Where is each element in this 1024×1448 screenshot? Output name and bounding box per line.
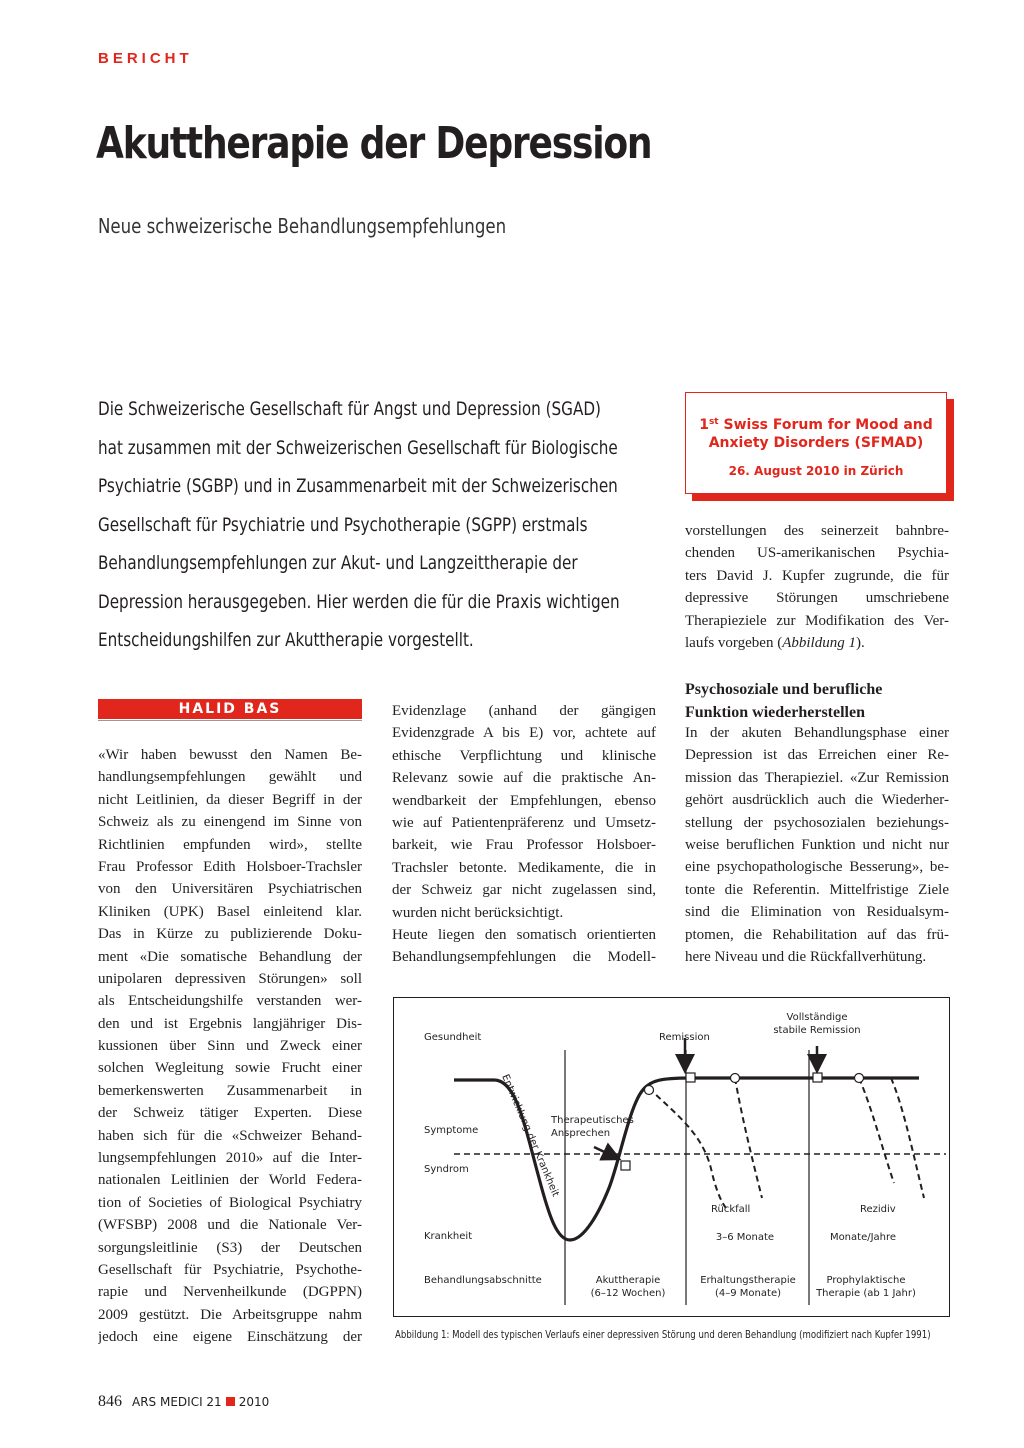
text-line: (WFSBP) 2008 und die Nationale Ver- [98, 1217, 362, 1234]
text-line: Gesellschaft für Psychiatrie, Psychothe- [98, 1261, 362, 1278]
recurrence-time-label: Monate/Jahre [829, 1232, 897, 1243]
text-line: weise beruflichen Funktion und nicht nur [685, 836, 949, 853]
response-arrow [594, 1147, 617, 1158]
figure-caption: Abbildung 1: Modell des typischen Verlaufs einer depressiven Störung und deren Behandlung (modifiziert nach Kupfer 1991) [395, 1328, 931, 1341]
phase-prophylactic-name: Prophylaktische [826, 1275, 906, 1286]
red-square-icon [226, 1397, 235, 1406]
text-line: stellung der psychosozialen beziehungs- [685, 814, 949, 831]
infobox-title [686, 413, 946, 452]
full-remission-label: stabile Remission [773, 1025, 861, 1036]
text-line: vorstellungen des seinerzeit bahnbre- [685, 523, 949, 539]
text-line: wie auf Patientenpräferenz und Umsetz- [392, 814, 656, 831]
text-line: Heute liegen den somatisch orientierten [392, 926, 656, 943]
text-line: den und ist Ergebnis langjähriger Dis- [98, 1015, 362, 1032]
figure-kupfer-model [393, 997, 950, 1317]
recurrence-curve [891, 1078, 924, 1198]
relapse-start-marker [645, 1086, 654, 1095]
figure-reference: Abbildung 1 [782, 634, 856, 651]
body-column-3-bottom [685, 722, 949, 968]
relapse-curve [649, 1088, 726, 1208]
text-line: Evidenzgrade A bis E) vor, achtete auf [392, 725, 656, 742]
response-label: Therapeutisches [551, 1115, 634, 1126]
text-line: Richtlinien empfunden wird», stellte [98, 836, 362, 853]
illness-development-label: Entwicklung der Krankheit [499, 1072, 561, 1199]
phase-acute-name: Akuttherapie [595, 1275, 661, 1286]
lead-line: Die Schweizerische Gesellschaft für Angst und Depression (SGAD) [98, 398, 601, 420]
text-line: Evidenzlage (anhand der gängigen [392, 703, 656, 719]
phase-maintenance-name: Erhaltungstherapie [700, 1275, 796, 1286]
body-column-2 [392, 700, 656, 969]
text-line: eine psychopathologische Besserung», be- [685, 859, 949, 876]
text-line: rapie und Nervenheilkunde (DGPPN) [98, 1284, 362, 1301]
infobox-date: 26. August 2010 in Zürich [728, 464, 904, 478]
text-line: here Niveau und die Rückfallverhütung. [685, 948, 927, 965]
author-divider [98, 720, 362, 721]
text-line: solchen Wegleitung sowie Frucht einer [98, 1060, 362, 1077]
text-line: ters David J. Kupfer zugrunde, die für [685, 567, 949, 584]
text-line: wurden nicht berücksichtigt. [392, 904, 564, 921]
text-line: jedoch eine eigene Einschätzung der [98, 1329, 362, 1346]
text-line: ment «Die somatische Behandlung der [98, 948, 362, 965]
text-line: 2009 gestützt. Die Arbeitsgruppe nahm [98, 1306, 362, 1323]
level-label-illness: Krankheit [424, 1231, 473, 1242]
text-line: bemerkenswerten Zusammenarbeit in [98, 1082, 362, 1099]
event-infobox [685, 392, 947, 494]
lead-line: Psychiatrie (SGBP) und in Zusammenarbeit mit der Schweizerischen [98, 475, 618, 497]
text-line: barkeit, wie Frau Professor Holsboer- [392, 837, 656, 854]
text-line: haben sich für die «Schweizer Behand- [98, 1127, 362, 1144]
lead-line: hat zusammen mit der Schweizerischen Gesellschaft für Biologische [98, 436, 618, 459]
text-line: In der akuten Behandlungsphase einer [685, 725, 949, 741]
text-line: tion of Societies of Biological Psychiatry [98, 1194, 362, 1211]
phase-prophylactic-duration: Therapie (ab 1 Jahr) [816, 1288, 916, 1299]
recurrence-start-marker [855, 1074, 864, 1083]
phases-label: Behandlungsabschnitte [424, 1275, 542, 1286]
phase-maintenance-duration: (4–9 Monate) [715, 1288, 781, 1299]
text-line: Frau Professor Edith Holsboer-Trachsler [98, 858, 362, 875]
text-line: depressive Störungen umschriebene [685, 590, 949, 607]
relapse-label: Rückfall [711, 1204, 751, 1215]
text-fragment: ). [855, 634, 865, 651]
figure-diagram [394, 998, 951, 1318]
full-remission-label: Vollständige [786, 1012, 848, 1023]
text-line: gehört ausdrücklich auch die Wiederher- [685, 792, 949, 809]
body-column-3-top [685, 520, 949, 654]
lead-line: Behandlungsempfehlungen zur Akut- und Langzeittherapie der [98, 552, 578, 574]
relapse-curve [735, 1078, 762, 1198]
body-column-1 [98, 744, 362, 1349]
remission-marker [686, 1073, 695, 1082]
level-label-syndrome: Syndrom [424, 1164, 469, 1175]
text-line: Behandlungsempfehlungen die Modell- [392, 949, 656, 966]
section-heading-line: Psychosoziale und berufliche [685, 681, 883, 698]
text-line: wendbarkeit der Empfehlungen, ebenso [392, 792, 656, 809]
text-line: nicht Leitlinien, da dieser Begriff in der [98, 791, 362, 808]
text-line: Das in Kürze zu publizierende Doku- [98, 926, 362, 943]
text-line: ethische Verpflichtung und klinische [392, 747, 656, 764]
article-subtitle: Neue schweizerische Behandlungsempfehlungen [98, 214, 507, 238]
author-name: HALID BAS [178, 701, 282, 717]
lead-line: Gesellschaft für Psychiatrie und Psychotherapie (SGPP) erstmals [98, 513, 588, 536]
section-heading [685, 678, 949, 724]
text-line: von den Universitären Psychiatrischen [98, 881, 362, 898]
text-line: chenden US-amerikanischen Psychia- [685, 545, 949, 562]
level-label-symptoms: Symptome [424, 1125, 479, 1136]
lead-line: Depression herausgegeben. Hier werden die für die Praxis wichtigen [98, 590, 620, 613]
text-line: Trachsler betonte. Medikamente, die in [392, 859, 656, 876]
infobox-title-rest: Swiss Forum for Mood and [718, 417, 933, 433]
full-remission-marker [813, 1073, 822, 1082]
lead-paragraph [98, 390, 738, 660]
phase-acute-duration: (6–12 Wochen) [590, 1288, 666, 1299]
page-footer [98, 1393, 269, 1411]
text-line: Depression ist das Erreichen einer Re- [685, 747, 949, 764]
response-marker [621, 1161, 630, 1170]
infobox-ordinal: 1 [699, 417, 709, 433]
text-line: sorgungsleitlinie (S3) der Deutschen [98, 1239, 362, 1256]
text-line: als Entscheidungshilfe verstanden wer- [98, 993, 362, 1010]
relapse-time-label: 3–6 Monate [715, 1232, 775, 1243]
text-line: «Wir haben bewusst den Namen Be- [98, 747, 362, 763]
relapse-start-marker [731, 1074, 740, 1083]
text-line: Therapieziele zur Modifikation des Ver- [685, 612, 949, 629]
text-line: mission das Therapieziel. «Zur Remission [685, 769, 949, 786]
text-line: handlungsempfehlungen gewählt und [98, 769, 362, 786]
level-label-health: Gesundheit [424, 1032, 482, 1043]
lead-line: Entscheidungshilfen zur Akuttherapie vorgestellt. [98, 629, 474, 651]
remission-label: Remission [659, 1032, 710, 1043]
text-line: tonte die Referentin. Mittelfristige Ziele [685, 881, 949, 898]
text-line: der Schweiz tätiger Experten. Diese [98, 1105, 362, 1122]
infobox-ordinal-sup: st [708, 417, 719, 427]
journal-name: ARS MEDICI 21 [132, 1395, 222, 1409]
text-line: Kliniken (UPK) Basel einleitend klar. [98, 903, 362, 920]
text-line [685, 632, 949, 654]
recurrence-label: Rezidiv [860, 1204, 896, 1215]
author-bar [98, 699, 362, 719]
text-line: der Schweiz gar nicht zugelassen sind, [392, 882, 656, 899]
text-line: nationalen Leitlinien der World Federa- [98, 1172, 362, 1189]
section-label: BERICHT [98, 50, 193, 67]
text-line: kussionen über Sinn und Zweck einer [98, 1038, 362, 1055]
infobox-title-line2: Anxiety Disorders (SFMAD) [708, 435, 924, 451]
journal-year: 2010 [238, 1395, 270, 1409]
text-line: Relevanz sowie auf die praktische An- [392, 770, 656, 787]
text-line: Schweiz als zu einengend im Sinne von [98, 814, 362, 831]
text-line: sind die Elimination von Residualsym- [685, 904, 949, 921]
section-heading-line: Funktion wiederherstellen [685, 704, 865, 721]
text-line: lungsempfehlungen 2010» auf die Inter- [98, 1150, 362, 1167]
text-line: ptomen, die Rehabilitation auf das frü- [685, 926, 949, 943]
recurrence-curve [859, 1078, 894, 1183]
page-number: 846 [98, 1393, 122, 1410]
text-fragment: laufs vorgeben ( [685, 634, 783, 651]
response-label: Ansprechen [551, 1128, 611, 1139]
article-title: Akuttherapie der Depression [96, 118, 652, 169]
text-line: unipolaren depressiven Störungen» soll [98, 970, 362, 987]
